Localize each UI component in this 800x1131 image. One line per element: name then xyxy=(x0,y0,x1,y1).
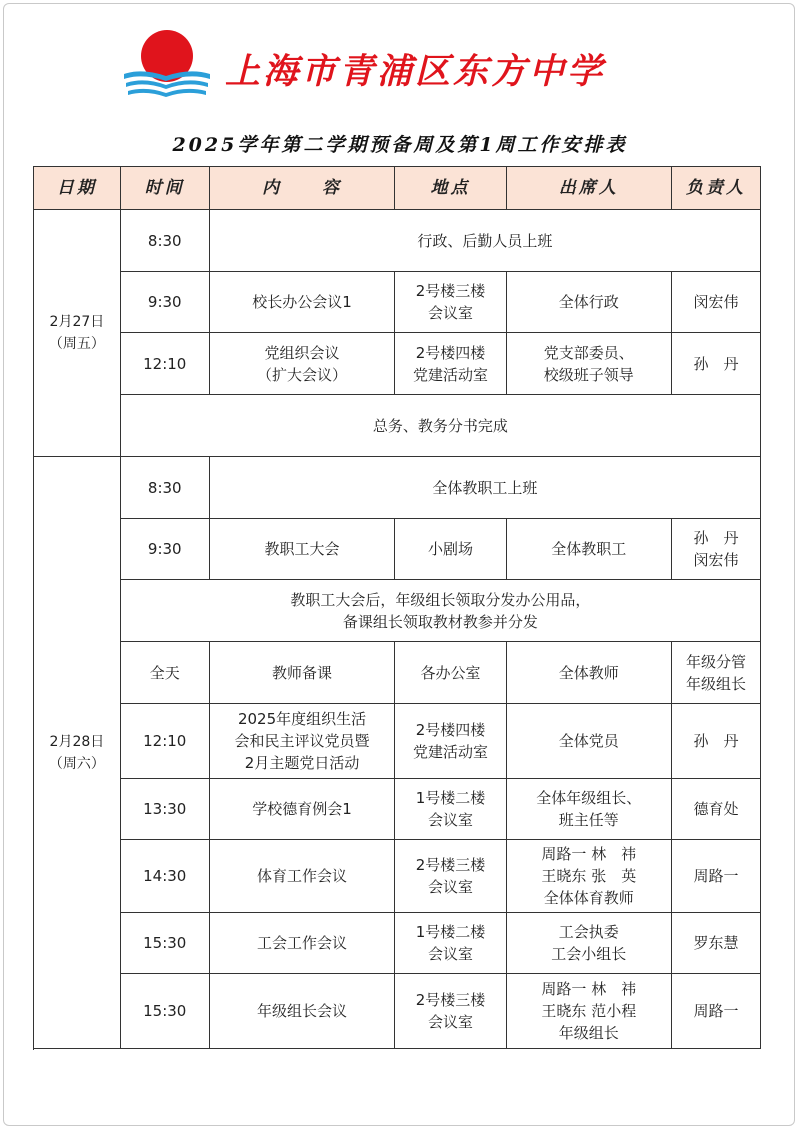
table-row xyxy=(34,974,761,1049)
content-cell: 党组织会议 （扩大会议） xyxy=(209,333,395,395)
date-cell: 2月27日 （周五） xyxy=(34,210,121,457)
place-cell: 1号楼二楼 会议室 xyxy=(395,779,506,840)
time-cell: 8:30 xyxy=(120,210,209,272)
content-cell: 教职工大会后，年级组长领取分发办公用品， 备课组长领取教材教参并分发 xyxy=(120,580,760,642)
table-row xyxy=(34,272,761,333)
place-cell: 2号楼三楼 会议室 xyxy=(395,974,506,1049)
place-cell: 2号楼四楼 党建活动室 xyxy=(395,333,506,395)
table-row xyxy=(34,457,761,519)
time-cell: 15:30 xyxy=(120,974,209,1049)
document-title: 2025学年第二学期预备周及第1周工作安排表 xyxy=(172,134,628,156)
content-cell: 行政、后勤人员上班 xyxy=(209,210,760,272)
content-cell: 教师备课 xyxy=(209,642,395,704)
content-cell: 全体教职工上班 xyxy=(209,457,760,519)
col-header-content: 内 容 xyxy=(209,167,395,210)
date-cell: 2月28日 （周六） xyxy=(34,457,121,1049)
school-logo xyxy=(122,26,212,102)
time-cell: 12:10 xyxy=(120,333,209,395)
col-header-place: 地点 xyxy=(395,167,506,210)
table-row xyxy=(34,519,761,580)
content-cell: 工会工作会议 xyxy=(209,913,395,974)
time-cell: 12:10 xyxy=(120,704,209,779)
place-cell: 2号楼三楼 会议室 xyxy=(395,840,506,913)
table-row xyxy=(34,333,761,395)
time-cell: 9:30 xyxy=(120,519,209,580)
responsible-cell: 罗东慧 xyxy=(672,913,761,974)
attendees-cell: 全体年级组长、 班主任等 xyxy=(506,779,672,840)
attendees-cell: 周路一 林 祎 王晓东 张 英 全体体育教师 xyxy=(506,840,672,913)
content-cell: 2025年度组织生活 会和民主评议党员暨 2月主题党日活动 xyxy=(209,704,395,779)
time-cell: 全天 xyxy=(120,642,209,704)
time-cell: 9:30 xyxy=(120,272,209,333)
table-row xyxy=(34,913,761,974)
responsible-cell: 周路一 xyxy=(672,840,761,913)
responsible-cell: 孙 丹 xyxy=(672,704,761,779)
place-cell: 小剧场 xyxy=(395,519,506,580)
responsible-cell: 周路一 xyxy=(672,974,761,1049)
table-row xyxy=(34,395,761,457)
school-name: 上海市青浦区东方中学 xyxy=(225,51,606,92)
attendees-cell: 党支部委员、 校级班子领导 xyxy=(506,333,672,395)
responsible-cell: 年级分管 年级组长 xyxy=(672,642,761,704)
responsible-cell: 闵宏伟 xyxy=(672,272,761,333)
attendees-cell: 全体教职工 xyxy=(506,519,672,580)
attendees-cell: 全体党员 xyxy=(506,704,672,779)
content-cell: 年级组长会议 xyxy=(209,974,395,1049)
time-cell: 14:30 xyxy=(120,840,209,913)
schedule-table xyxy=(33,166,761,1049)
content-cell: 体育工作会议 xyxy=(209,840,395,913)
content-cell: 学校德育例会1 xyxy=(209,779,395,840)
table-row xyxy=(34,779,761,840)
content-cell: 校长办公会议1 xyxy=(209,272,395,333)
attendees-cell: 周路一 林 祎 王晓东 范小程 年级组长 xyxy=(506,974,672,1049)
content-cell: 总务、教务分书完成 xyxy=(120,395,760,457)
table-row xyxy=(34,210,761,272)
time-cell: 8:30 xyxy=(120,457,209,519)
header-row xyxy=(34,167,761,210)
table-row xyxy=(34,580,761,642)
place-cell: 1号楼二楼 会议室 xyxy=(395,913,506,974)
time-cell: 15:30 xyxy=(120,913,209,974)
responsible-cell: 德育处 xyxy=(672,779,761,840)
attendees-cell: 全体行政 xyxy=(506,272,672,333)
place-cell: 2号楼四楼 党建活动室 xyxy=(395,704,506,779)
place-cell: 各办公室 xyxy=(395,642,506,704)
attendees-cell: 工会执委 工会小组长 xyxy=(506,913,672,974)
responsible-cell: 孙 丹 闵宏伟 xyxy=(672,519,761,580)
table-row xyxy=(34,642,761,704)
time-cell: 13:30 xyxy=(120,779,209,840)
responsible-cell: 孙 丹 xyxy=(672,333,761,395)
col-header-responsible: 负责人 xyxy=(672,167,761,210)
attendees-cell: 全体教师 xyxy=(506,642,672,704)
col-header-date: 日期 xyxy=(34,167,121,210)
place-cell: 2号楼三楼 会议室 xyxy=(395,272,506,333)
col-header-attendees: 出席人 xyxy=(506,167,672,210)
content-cell: 教职工大会 xyxy=(209,519,395,580)
table-row xyxy=(34,704,761,779)
table-row xyxy=(34,840,761,913)
col-header-time: 时间 xyxy=(120,167,209,210)
